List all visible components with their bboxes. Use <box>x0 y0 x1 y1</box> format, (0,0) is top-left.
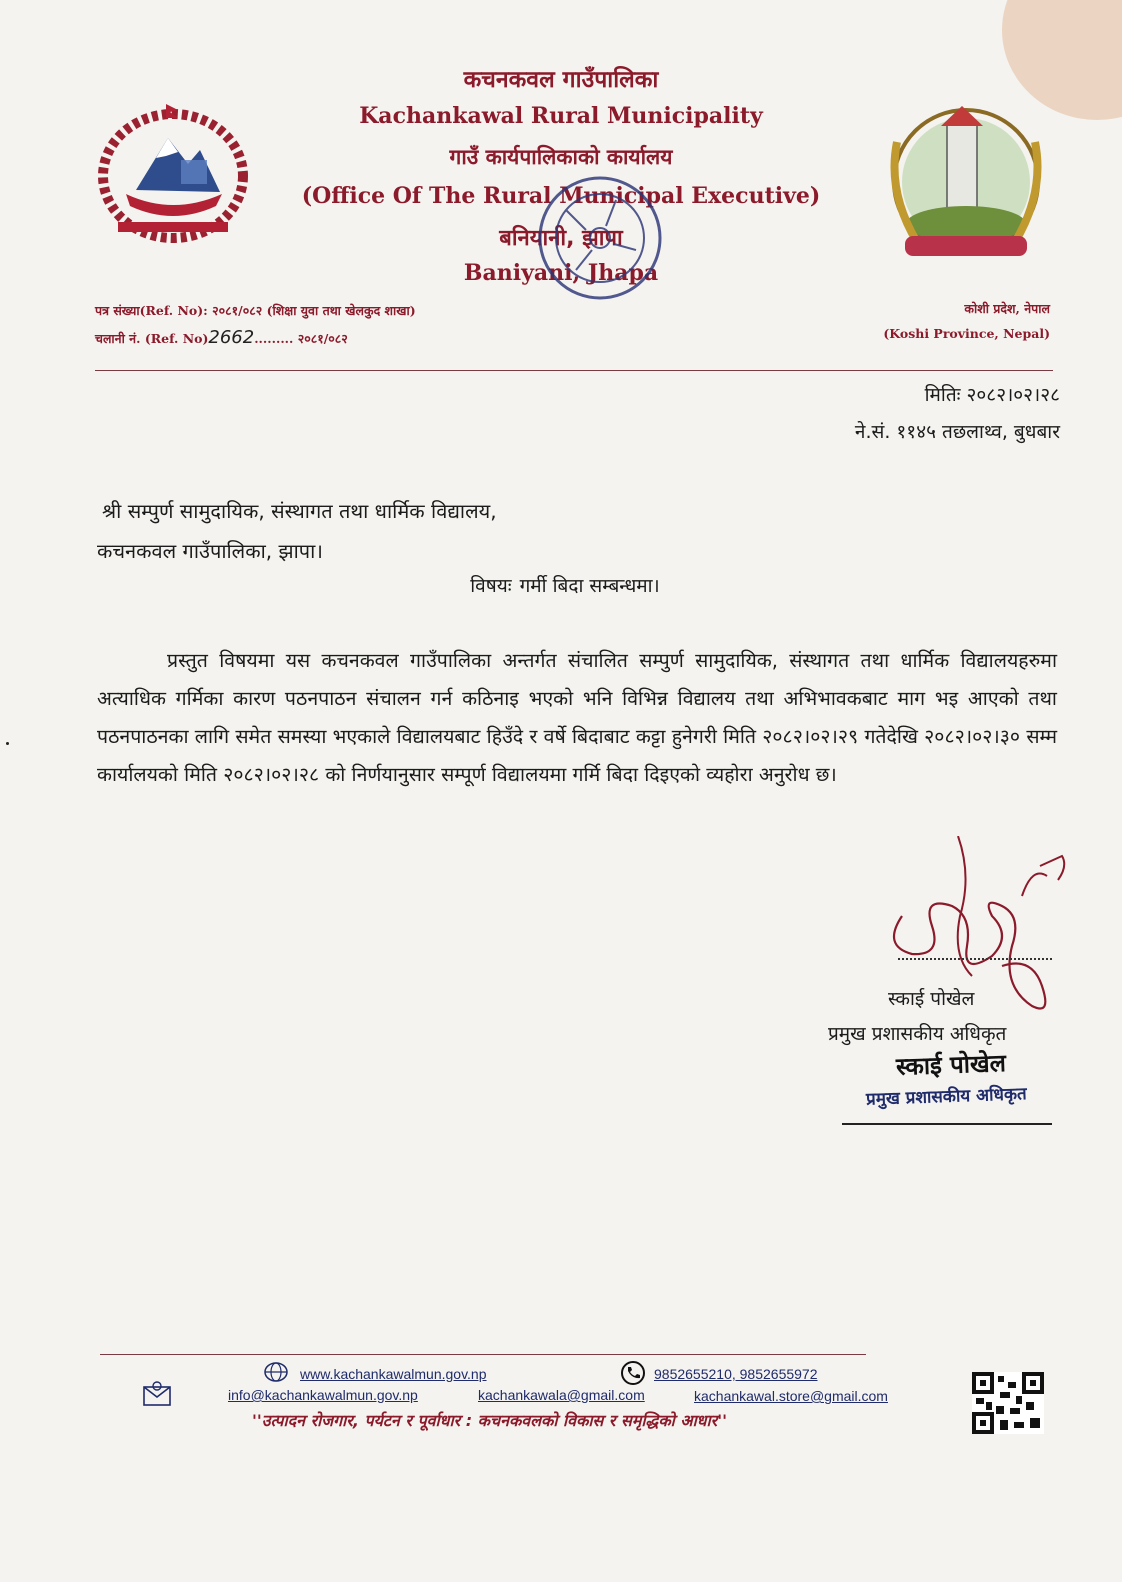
speck <box>6 742 9 745</box>
email-store-link[interactable] <box>694 1388 888 1404</box>
website-text: www.kachankawalmun.gov.np <box>300 1366 487 1382</box>
ref-label: पत्र संख्या(Ref. No): <box>95 303 208 318</box>
subject-text: गर्मी बिदा सम्बन्धमा। <box>519 575 660 597</box>
province-en: (Koshi Province, Nepal) <box>883 326 1050 341</box>
recipient-line-1: श्री सम्पुर्ण सामुदायिक, संस्थागत तथा धार्मिक विद्यालय, <box>102 499 497 523</box>
stamp-underline <box>842 1123 1052 1125</box>
address-np: बनियानी, झापा <box>499 226 623 251</box>
signatory-name: स्काई पोखेल <box>888 988 975 1010</box>
footer-divider <box>100 1354 866 1355</box>
email-gmail-link[interactable] <box>478 1387 645 1403</box>
office-seal-stamp <box>526 160 674 320</box>
chalani-handwritten-number: 2662 <box>208 327 255 348</box>
address-en: Baniyani, Jhapa <box>463 260 659 286</box>
date-line: मितिः २०८२।०२।२८ <box>924 384 1060 406</box>
qr-code-icon <box>972 1372 1044 1434</box>
signatory-title: प्रमुख प्रशासकीय अधिकृत <box>828 1023 1007 1045</box>
stamp-title: प्रमुख प्रशासकीय अधिकृत <box>865 1084 1027 1110</box>
email-info-text: info@kachankawalmun.gov.np <box>228 1387 418 1403</box>
recipient-line-2: कचनकवल गाउँपालिका, झापा। <box>97 539 323 563</box>
subject-line <box>0 572 1122 598</box>
stamp-name: स्काई पोखेल <box>895 1049 1007 1081</box>
nepal-sambat-date: ने.सं. ११४५ तछलाथ्व, बुधबार <box>854 421 1060 443</box>
letter-body: प्रस्तुत विषयमा यस कचनकवल गाउँपालिका अन्तर्गत संचालित सम्पुर्ण सामुदायिक, संस्थागत तथा धार्मिक विद्यालयहरुमा अत्याधिक गर्मिका कारण पठनपाठन संचालन गर्न कठिनाइ भएको भनि विभिन्न विद्यालय तथा अभिभावकबाट माग भइ आएको तथा पठनपाठनका लागि समेत समस्या भएकाले विद्यालयबाट हिउँदे र वर्षे बिदाबाट कट्टा हुनेगरी मिति २०८२।०२।२९ गतेदेखि २०८२।०२।३० सम्म कार्यालयको मिति २०८२।०२।२८ को निर्णयानुसार सम्पूर्ण विद्यालयमा गर्मि बिदा दिइएको व्यहोरा अनुरोध छ। <box>97 649 1057 786</box>
signature-dotted-line <box>898 958 1052 960</box>
ref-value: २०८१/०८२ (शिक्षा युवा तथा खेलकुद शाखा) <box>212 303 416 318</box>
email-gmail-text: kachankawala@gmail.com <box>478 1387 645 1403</box>
mail-icon <box>142 1381 172 1407</box>
office-name-np: गाउँ कार्यपालिकाको कार्यालय <box>449 145 673 169</box>
municipality-name-en: Kachankawal Rural Municipality <box>359 103 763 129</box>
chalani-number <box>95 327 348 348</box>
province-np: कोशी प्रदेश, नेपाल <box>964 301 1050 316</box>
phone-numbers <box>654 1366 818 1382</box>
phone-icon <box>620 1360 646 1386</box>
reference-number <box>95 302 416 319</box>
phone-text: 9852655210, 9852655972 <box>654 1366 818 1382</box>
chalani-label: चलानी नं. (Ref. No) <box>95 331 209 346</box>
globe-icon <box>263 1361 289 1383</box>
chalani-suffix: ......... २०८१/०८२ <box>254 331 348 346</box>
header-divider <box>95 370 1053 371</box>
municipality-name-np: कचनकवल गाउँपालिका <box>463 67 659 93</box>
website-link[interactable] <box>300 1366 487 1382</box>
office-name-en: (Office Of The Rural Municipal Executive) <box>301 183 821 209</box>
email-store-text: kachankawal.store@gmail.com <box>694 1388 888 1404</box>
footer-slogan: ''उत्पादन रोजगार, पर्यटन र पूर्वाधार : कचनकवलको विकास र समृद्धिको आधार'' <box>252 1411 728 1430</box>
subject-label: विषयः <box>470 575 512 597</box>
email-info-link[interactable] <box>228 1387 418 1403</box>
